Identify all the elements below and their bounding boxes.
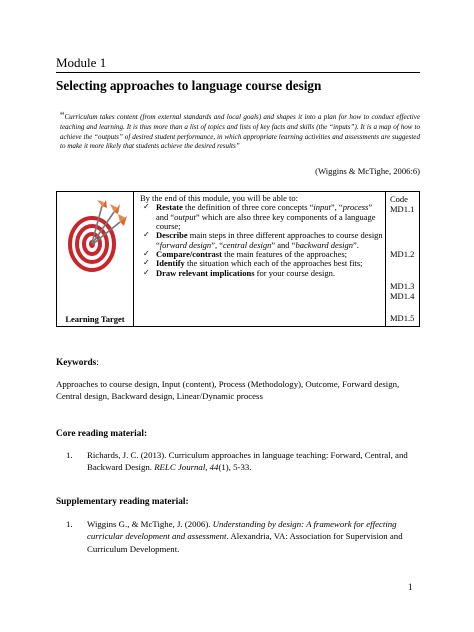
objective-code-2: MD1.2	[390, 249, 415, 259]
objective-item-5: ✓ Draw relevant implications for your course design.	[143, 267, 336, 278]
objective-code-1: MD1.1	[390, 204, 415, 214]
objective-item-2: ✓ Describe main steps in three different approaches to course design “forward design”, “central design” and “backward design”.	[143, 230, 383, 250]
check-icon: ✓	[143, 230, 150, 240]
code-header: Code	[390, 194, 408, 204]
page-title: Selecting approaches to language course design	[56, 78, 322, 93]
check-icon: ✓	[143, 258, 150, 268]
learning-targets-table	[56, 191, 420, 327]
objective-code-3: MD1.3	[390, 281, 415, 291]
core-reading-item: 1. Richards, J. C. (2013). Curriculum approaches in language teaching: Forward, Central, and Backward Design. RELC Journal, 44(1), 5-33.	[66, 450, 408, 473]
objective-code-4: MD1.4	[390, 291, 415, 301]
check-icon: ✓	[143, 267, 150, 277]
target-dart-icon	[62, 200, 128, 276]
quote-text: Curriculum takes content (from external standards and local goals) and shapes it into a plan for how to conduct effective teaching and learning. It is thus more than a list of topics and lists of key facts and skills (the “inputs”). It is a map of how to achieve the “outputs” of desired student performance, in which appropriate learning activities and assessments are suggested to make it more likely that students achieve the desired results”	[60, 113, 420, 150]
core-reading-heading: Core reading material:	[56, 429, 148, 439]
objectives-list	[134, 203, 385, 278]
learning-target-image-cell	[57, 192, 134, 327]
objective-code-5: MD1.5	[390, 313, 415, 323]
objective-item-4: ✓ Identify the situation which each of the approaches best fits;	[143, 258, 363, 269]
check-icon: ✓	[143, 249, 150, 259]
keywords-heading: Keywords:	[56, 358, 99, 368]
page-number: 1	[408, 582, 413, 592]
objectives-intro: By the end of this module, you will be able to:	[140, 193, 298, 203]
learning-target-label: Learning Target	[65, 314, 125, 324]
objective-item-1: ✓ Restate the definition of three core concepts “input”, “process” and “output” which are also three key components of a language course;	[143, 202, 376, 232]
supplementary-reading-item: 1. Wiggins G., & McTighe, J. (2006). Understanding by design: A framework for effecting curricular development and assessment. Alexandria, VA: Association for Supervision and Curriculum Development.	[66, 519, 403, 554]
header-divider	[56, 72, 420, 73]
keywords-text: Approaches to course design, Input (content), Process (Methodology), Outcome, Forward design, Central design, Backward design, Linear/Dynamic process	[56, 379, 400, 402]
opening-quote	[60, 110, 420, 151]
quote-open-mark: “	[60, 111, 65, 122]
objective-item-3: ✓ Compare/contrast the main features of the approaches;	[143, 249, 348, 260]
quote-citation: (Wiggins & McTighe, 2006:6)	[315, 166, 420, 176]
supplementary-reading-heading: Supplementary reading material:	[56, 497, 189, 507]
objectives-cell	[134, 192, 386, 327]
module-label: Module 1	[56, 55, 107, 70]
check-icon: ✓	[143, 202, 150, 212]
codes-cell	[386, 192, 420, 327]
